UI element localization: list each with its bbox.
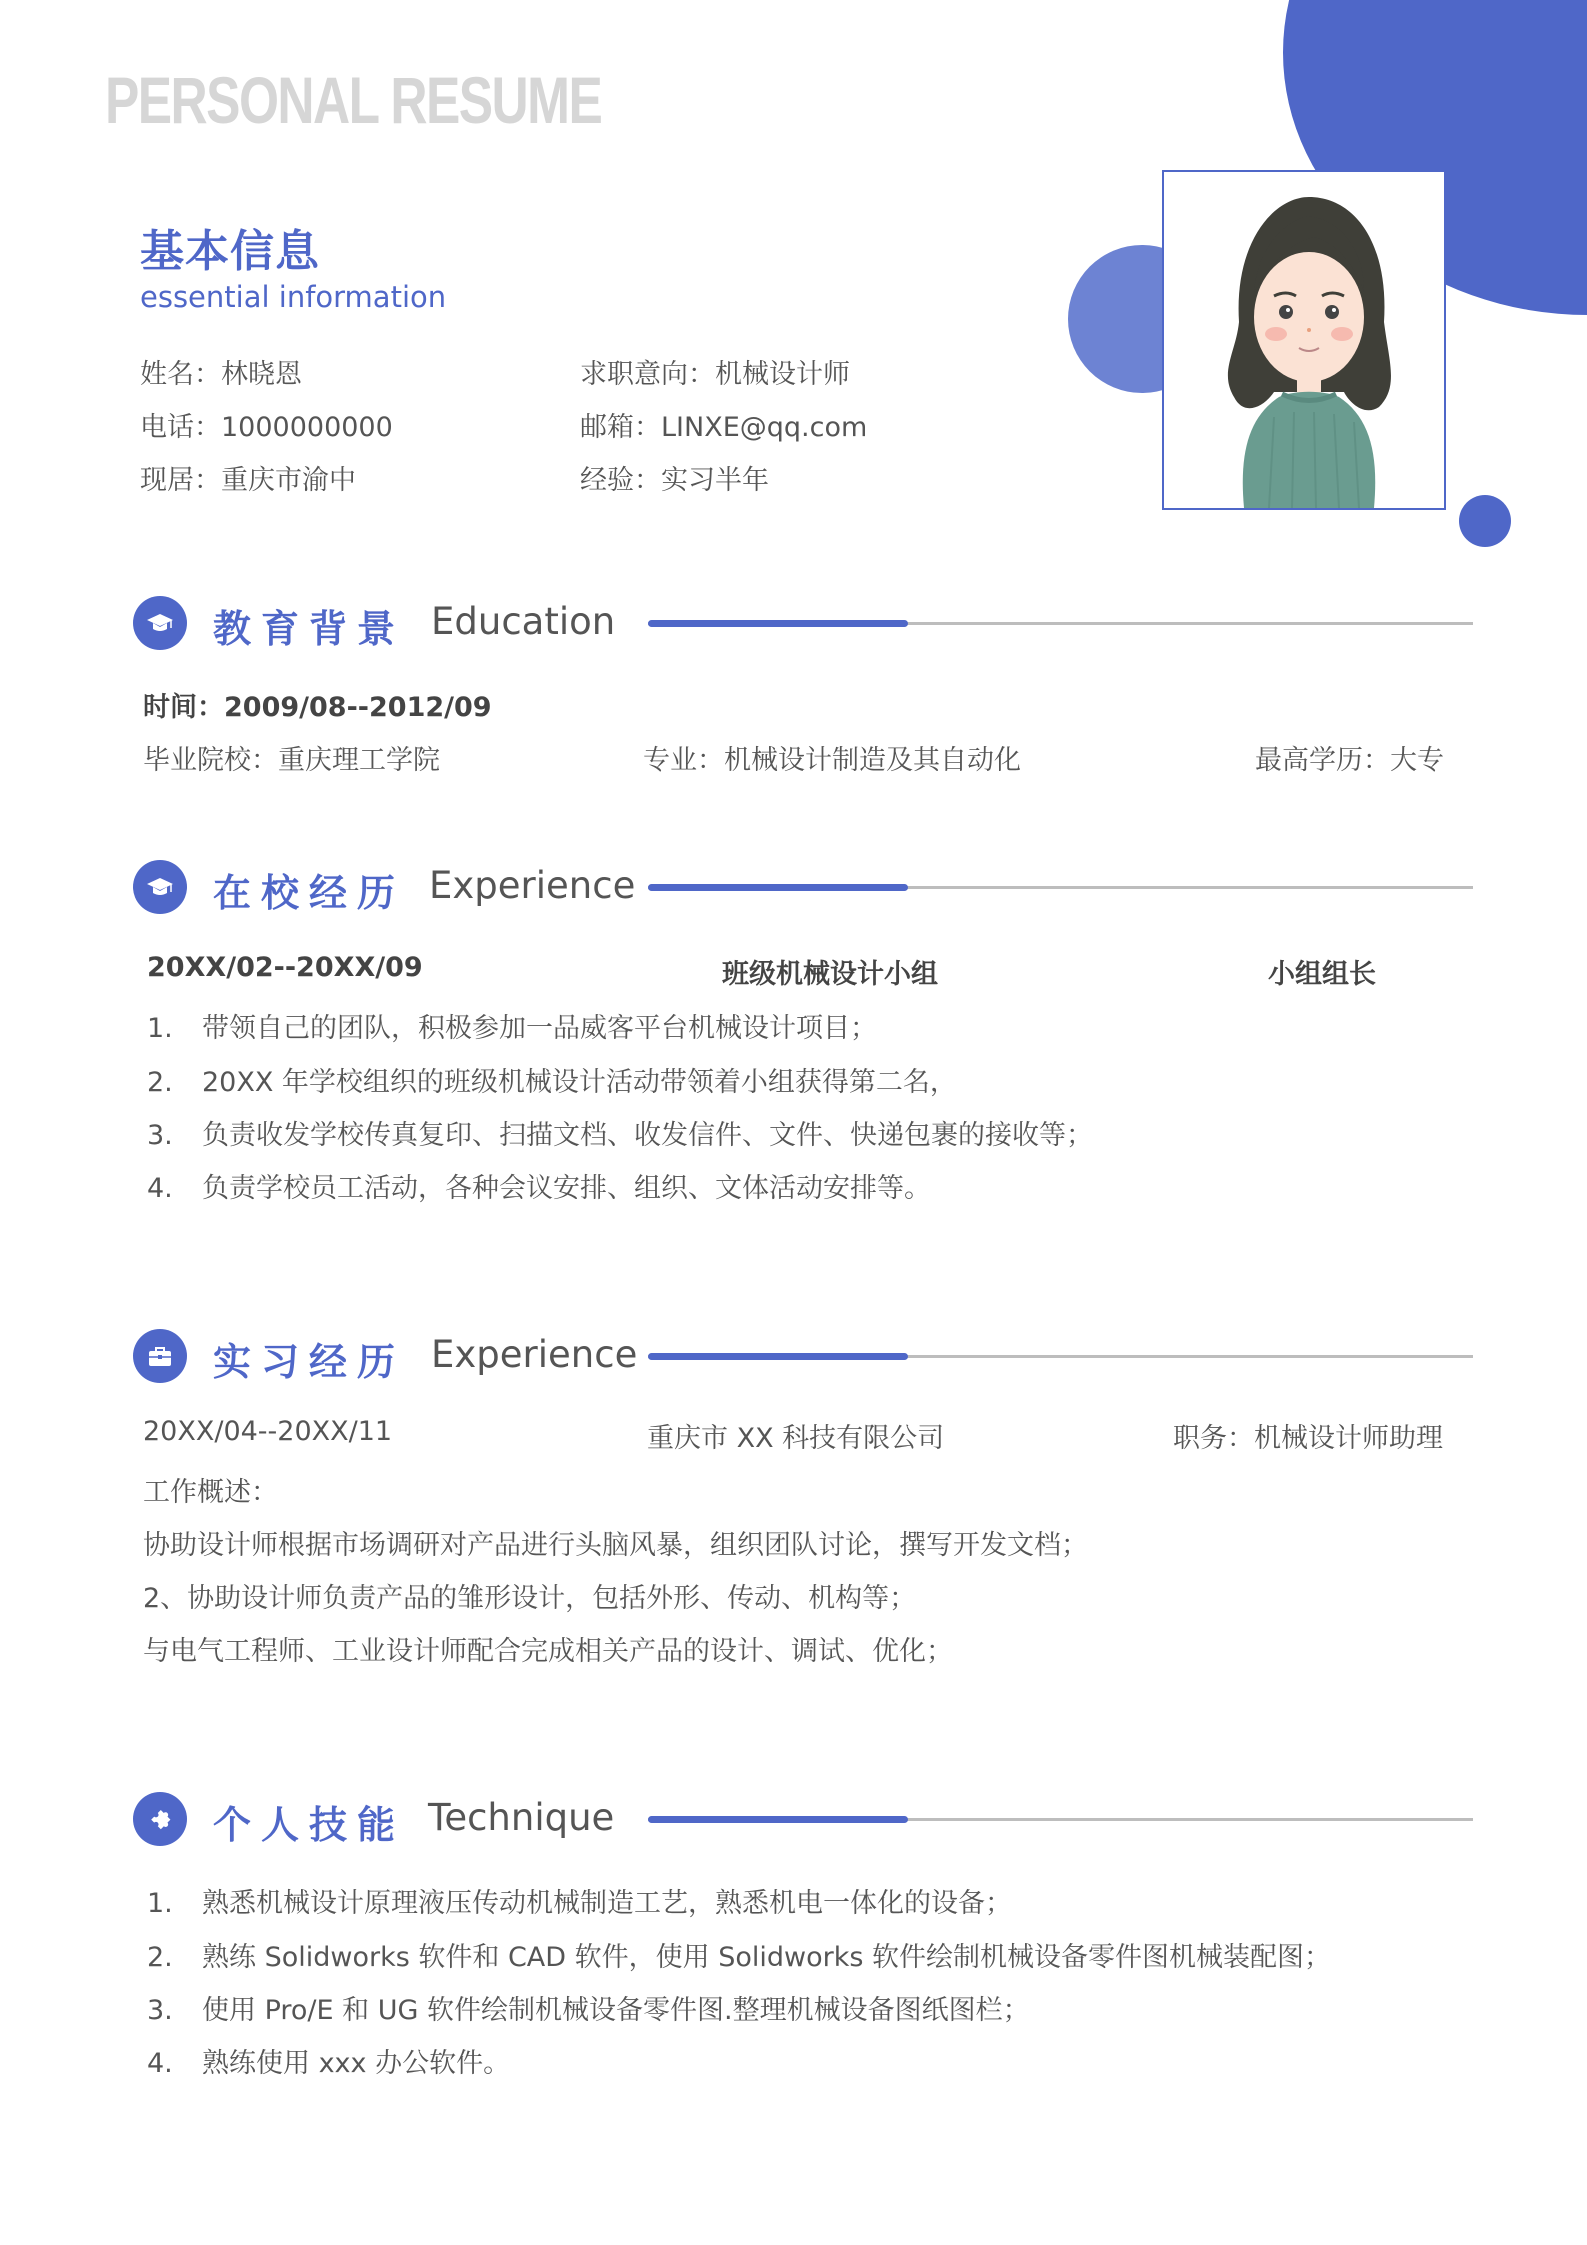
list-item xyxy=(147,1935,1331,1974)
internship-company: 重庆市 XX 科技有限公司 xyxy=(647,1423,945,1454)
section-title-cn: 实习经历 xyxy=(213,1340,406,1384)
section-title-cn: 个人技能 xyxy=(213,1803,406,1847)
briefcase-icon xyxy=(133,1329,187,1383)
graduation-cap-icon xyxy=(133,596,187,650)
school-exp-role: 小组组长 xyxy=(1268,959,1376,990)
residence-field: 现居：重庆市渝中 xyxy=(140,465,356,496)
section-education xyxy=(133,592,1473,652)
list-item xyxy=(147,2041,510,2080)
basic-info-subheading: essential information xyxy=(140,280,447,314)
list-text: 熟练使用 xxx 办公软件。 xyxy=(202,2048,511,2079)
internship-period: 20XX/04--20XX/11 xyxy=(143,1416,393,1447)
internship-line: 与电气工程师、工业设计师配合完成相关产品的设计、调试、优化； xyxy=(143,1636,953,1667)
avatar-illustration xyxy=(1164,172,1444,508)
section-title-cn: 在校经历 xyxy=(213,871,406,915)
phone-field: 电话：1000000000 xyxy=(140,412,393,443)
list-text: 负责收发学校传真复印、扫描文档、收发信件、文件、快递包裹的接收等； xyxy=(202,1120,1093,1151)
section-divider-accent xyxy=(648,884,908,891)
school-exp-period: 20XX/02--20XX/09 xyxy=(147,952,423,983)
school-exp-org: 班级机械设计小组 xyxy=(722,959,938,990)
education-major: 专业：机械设计制造及其自动化 xyxy=(643,745,1021,776)
list-text: 熟练 Solidworks 软件和 CAD 软件，使用 Solidworks 软件绘制机械设备零件图机械装配图； xyxy=(202,1942,1332,1973)
list-item xyxy=(147,1988,1030,2027)
email-field: 邮箱：LINXE@qq.com xyxy=(580,412,868,443)
internship-line: 2、协助设计师负责产品的雏形设计，包括外形、传动、机构等； xyxy=(143,1583,917,1614)
list-text: 熟悉机械设计原理液压传动机械制造工艺，熟悉机电一体化的设备； xyxy=(202,1888,1012,1919)
list-number: 4. xyxy=(147,2048,173,2079)
section-title-en: Technique xyxy=(428,1796,615,1839)
list-item xyxy=(147,1060,957,1099)
section-skills xyxy=(133,1788,1473,1848)
section-title-en: Experience xyxy=(429,864,636,907)
graduation-cap-icon xyxy=(133,860,187,914)
education-period: 时间：2009/08--2012/09 xyxy=(143,692,492,723)
list-number: 2. xyxy=(147,1067,173,1098)
list-text: 使用 Pro/E 和 UG 软件绘制机械设备零件图.整理机械设备图纸图栏； xyxy=(202,1995,1030,2026)
list-number: 1. xyxy=(147,1888,173,1919)
section-school-experience xyxy=(133,856,1473,916)
section-title-en: Experience xyxy=(431,1333,638,1376)
resume-title: PERSONAL RESUME xyxy=(105,63,602,137)
list-number: 3. xyxy=(147,1120,173,1151)
section-divider-accent xyxy=(648,1353,908,1360)
section-divider-accent xyxy=(648,1816,908,1823)
list-item xyxy=(147,1881,1012,1920)
list-item xyxy=(147,1166,931,1205)
basic-info-heading: 基本信息 xyxy=(140,226,320,277)
list-number: 1. xyxy=(147,1013,173,1044)
internship-position: 职务：机械设计师助理 xyxy=(1173,1423,1443,1454)
section-divider-accent xyxy=(648,620,908,627)
decor-circle-small xyxy=(1459,495,1511,547)
list-item xyxy=(147,1113,1093,1152)
internship-line: 协助设计师根据市场调研对产品进行头脑风暴，组织团队讨论，撰写开发文档； xyxy=(143,1530,1088,1561)
internship-summary-label: 工作概述： xyxy=(143,1477,278,1508)
name-field: 姓名：林晓恩 xyxy=(140,359,302,390)
list-text: 20XX 年学校组织的班级机械设计活动带领着小组获得第二名， xyxy=(202,1067,957,1098)
section-title-cn: 教育背景 xyxy=(213,607,406,651)
list-item xyxy=(147,1006,877,1045)
education-school: 毕业院校：重庆理工学院 xyxy=(143,745,440,776)
list-number: 2. xyxy=(147,1942,173,1973)
experience-field: 经验：实习半年 xyxy=(580,465,769,496)
puzzle-icon xyxy=(133,1792,187,1846)
list-text: 带领自己的团队，积极参加一品威客平台机械设计项目； xyxy=(202,1013,877,1044)
education-degree: 最高学历：大专 xyxy=(1255,745,1444,776)
section-internship xyxy=(133,1325,1473,1385)
list-number: 3. xyxy=(147,1995,173,2026)
list-number: 4. xyxy=(147,1173,173,1204)
job-target-field: 求职意向：机械设计师 xyxy=(580,359,850,390)
section-title-en: Education xyxy=(431,600,616,643)
profile-photo xyxy=(1162,170,1446,510)
list-text: 负责学校员工活动，各种会议安排、组织、文体活动安排等。 xyxy=(202,1173,931,1204)
